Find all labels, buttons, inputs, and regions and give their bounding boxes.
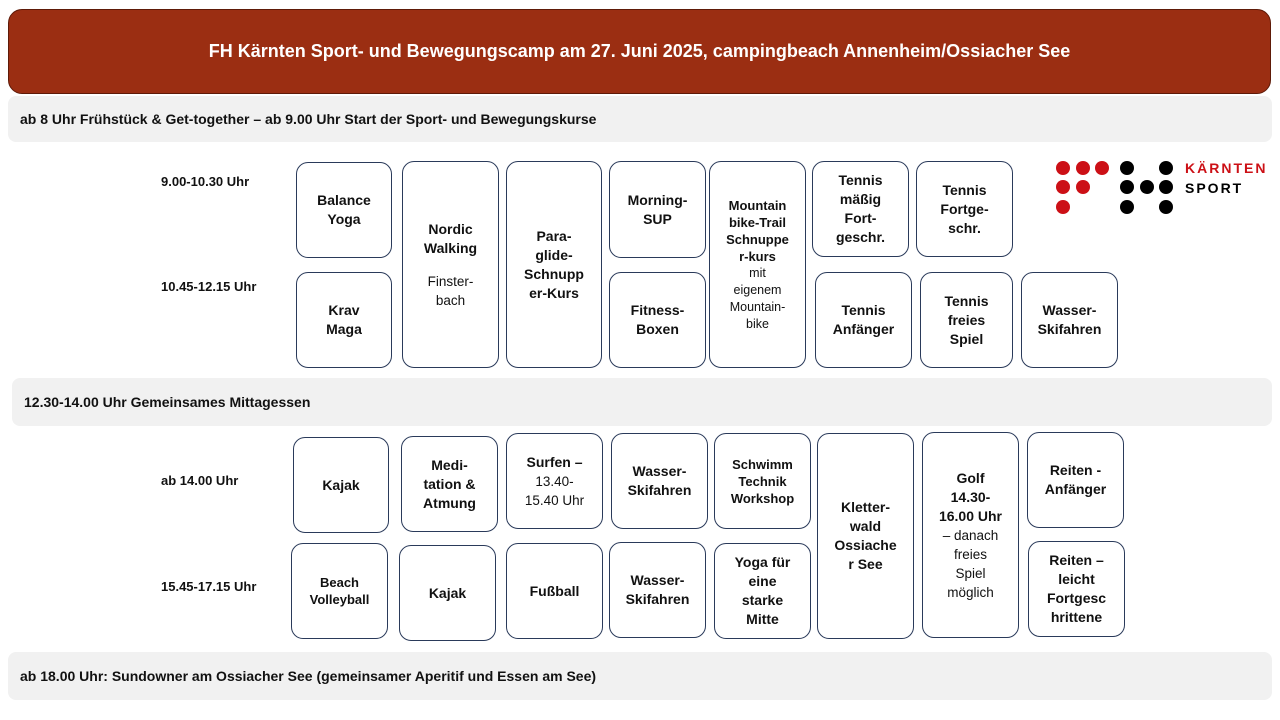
evening-info-band: ab 18.00 Uhr: Sundowner am Ossiacher See (gemeinsamer Aperitif und Essen am See) — [8, 652, 1272, 700]
course-subtitle: Finster- bach — [427, 273, 474, 308]
course-title: Surfen – — [526, 453, 583, 470]
logo-text-kaernten: KÄRNTEN — [1185, 160, 1268, 176]
course-kajak-2[interactable] — [399, 545, 496, 641]
course-title: Krav Maga — [326, 302, 362, 337]
course-title: Nordic Walking — [423, 220, 478, 256]
course-title: Reiten - Anfänger — [1044, 462, 1107, 497]
course-reiten-fortgeschritten[interactable] — [1028, 541, 1125, 637]
course-title: Para- glide- Schnupp er-Kurs — [524, 227, 584, 301]
course-kletterwald[interactable] — [817, 433, 914, 639]
course-title: Morning- SUP — [627, 191, 688, 227]
course-title: Wasser- Skifahren — [627, 463, 692, 498]
course-title: Kletter- wald Ossiache r See — [834, 499, 897, 572]
course-tennis-anfaenger[interactable] — [815, 272, 912, 368]
time-slot-4: 15.45-17.15 Uhr — [161, 579, 257, 594]
course-title: Reiten – leicht Fortgesc hrittene — [1046, 552, 1107, 625]
course-subtitle: 13.40- 15.40 Uhr — [524, 473, 585, 508]
course-krav-maga[interactable] — [296, 272, 392, 368]
course-tennis-maessig-fortgeschritten[interactable] — [812, 161, 909, 257]
course-title: Beach Volleyball — [309, 575, 370, 607]
course-title: Mountain bike-Trail Schnuppe r-kurs — [726, 197, 789, 264]
course-wasserski-late[interactable] — [609, 542, 706, 638]
course-balance-yoga[interactable] — [296, 162, 392, 258]
course-paraglide[interactable] — [506, 161, 602, 368]
course-wasserski-afternoon[interactable] — [611, 433, 708, 529]
course-title: Golf 14.30- 16.00 Uhr — [938, 469, 1003, 524]
course-tennis-fortgeschritten[interactable] — [916, 161, 1013, 257]
lunch-info-band: 12.30-14.00 Uhr Gemeinsames Mittagessen — [12, 378, 1272, 426]
course-subtitle: mit eigenem Mountain- bike — [729, 265, 786, 331]
course-title: Fitness- Boxen — [630, 302, 685, 337]
logo-black-dots — [1120, 161, 1173, 214]
course-title: Tennis Fortge- schr. — [940, 181, 989, 236]
course-title: Tennis Anfänger — [832, 302, 895, 337]
course-fussball[interactable] — [506, 543, 603, 639]
course-wasserski-morning[interactable] — [1021, 272, 1118, 368]
course-mountainbike[interactable] — [709, 161, 806, 368]
course-title: Yoga für eine starke Mitte — [734, 554, 791, 627]
course-surfen[interactable] — [506, 433, 603, 529]
course-tennis-freies-spiel[interactable] — [920, 272, 1013, 368]
course-reiten-anfaenger[interactable] — [1027, 432, 1124, 528]
time-slot-1: 9.00-10.30 Uhr — [161, 174, 250, 189]
course-title: Tennis mäßig Fort- geschr. — [835, 172, 886, 245]
logo-red-dots — [1056, 161, 1109, 214]
course-title: Balance Yoga — [317, 192, 371, 227]
course-meditation[interactable] — [401, 436, 498, 532]
course-golf[interactable] — [922, 432, 1019, 638]
course-title: Wasser- Skifahren — [1037, 302, 1102, 337]
course-subtitle: – danach freies Spiel möglich — [942, 527, 999, 600]
course-fitness-boxen[interactable] — [609, 272, 706, 368]
time-slot-2: 10.45-12.15 Uhr — [161, 279, 257, 294]
course-title: Kajak — [428, 584, 467, 601]
course-kajak-1[interactable] — [293, 437, 389, 533]
course-title: Tennis freies Spiel — [944, 292, 989, 347]
course-title: Wasser- Skifahren — [625, 572, 690, 607]
course-morning-sup[interactable] — [609, 161, 706, 258]
course-title: Medi- tation & Atmung — [423, 456, 476, 511]
page-title: FH Kärnten Sport- und Bewegungscamp am 27. Juni 2025, campingbeach Annenheim/Ossiacher See — [8, 9, 1271, 94]
course-nordic-walking[interactable] — [402, 161, 499, 368]
morning-info-band: ab 8 Uhr Frühstück & Get-together – ab 9.00 Uhr Start der Sport- und Bewegungskurse — [8, 96, 1272, 142]
course-title: Schwimm Technik Workshop — [730, 456, 795, 506]
course-title: Fußball — [529, 582, 580, 599]
course-yoga-mitte[interactable] — [714, 543, 811, 639]
course-schwimm-technik[interactable] — [714, 433, 811, 529]
time-slot-3: ab 14.00 Uhr — [161, 473, 239, 488]
logo-text-sport: SPORT — [1185, 180, 1244, 196]
course-beach-volleyball[interactable] — [291, 543, 388, 639]
course-title: Kajak — [322, 476, 360, 493]
